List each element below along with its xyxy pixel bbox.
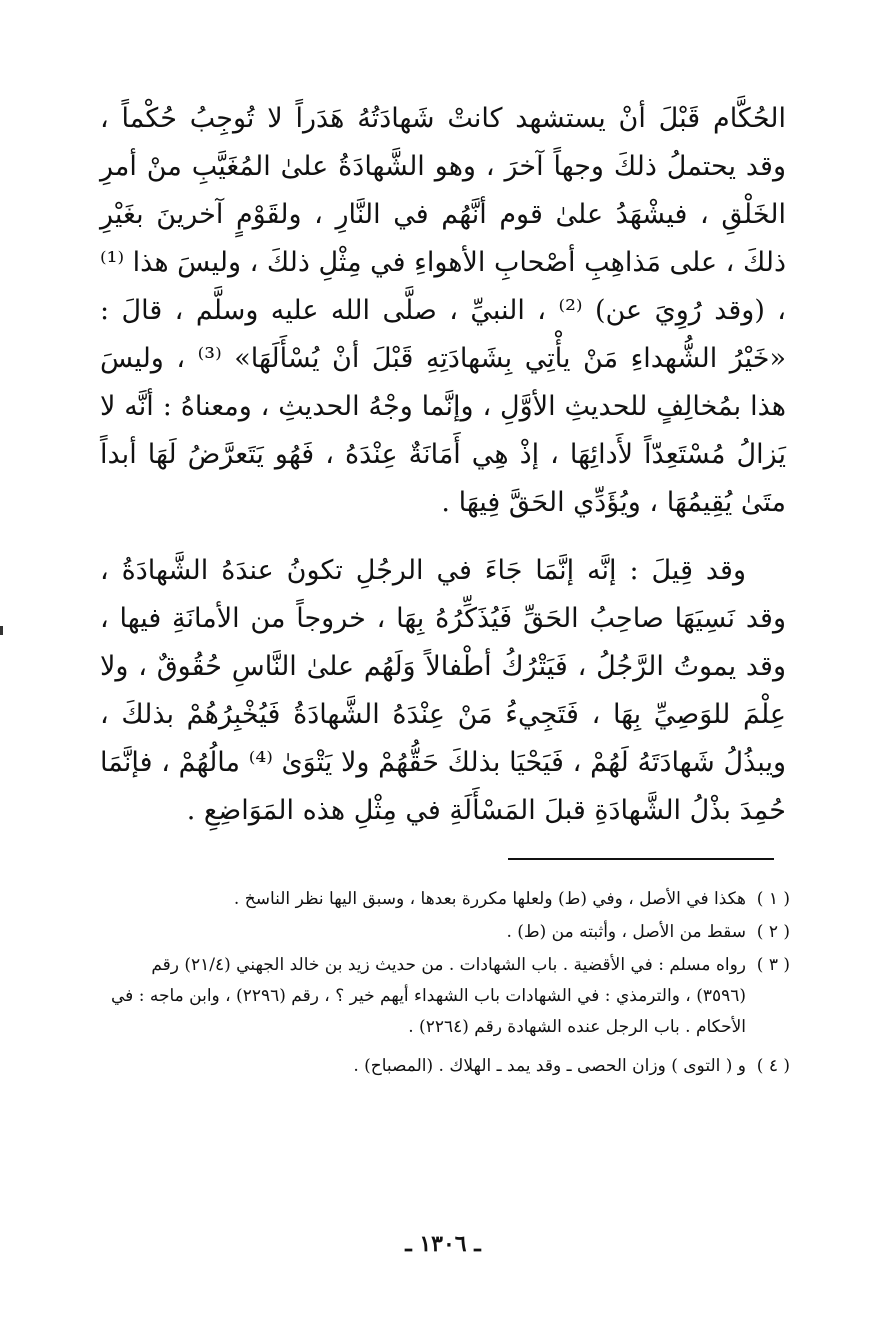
- footnote-divider: [508, 858, 774, 860]
- footnote-1: [100, 884, 790, 915]
- scan-edge-mark: [0, 626, 3, 635]
- footnote-number: ( ٢ ): [756, 922, 790, 942]
- footnote-number: ( ٤ ): [756, 1056, 790, 1076]
- footnote-text: سقط من الأصل ، وأثبته من (ط) .: [506, 922, 746, 942]
- page-number: ـ ١٣٠٦ ـ: [405, 1231, 481, 1257]
- footnote-text: و ( التوى ) وزان الحصى ـ وقد يمد ـ الهلاك . (المصباح) .: [353, 1056, 746, 1076]
- paragraph-2: وقد قِيلَ : إنَّه إنَّمَا جَاءَ في الرجُلِ تكونُ عندَهُ الشَّهادَةُ ، وقد نَسِيَهَا صاحِبُ الحَقِّ فَيُذَكِّرُهُ بِهَا ، خروجاً من الأمانَةِ فيها ، وقد يموتُ الرَّجُلُ ، فَيَتْرُكُ أطْفالاً وَلَهُم علىٰ النَّاسِ حُقُوقٌ ، ولا عِلْمَ للوَصِيِّ بِهَا ، فَتَجِيءُ مَنْ عِنْدَهُ الشَّهادَةُ فَيُخْبِرُهُمْ بذلكَ ، ويبذُلُ شَهادَتَهُ لَهُمْ ، فَيَحْيَا بذلكَ حَقُّهُمْ ولا يَتْوَىٰ ⁽⁴⁾ مالُهُمْ ، فإنَّمَا حُمِدَ بذْلُ الشَّهادَةِ قبلَ المَسْأَلَةِ في مِثْلِ هذه المَوَاضِعِ .: [100, 555, 786, 826]
- main-text: [100, 95, 786, 835]
- footnote-3: [100, 950, 790, 1043]
- footnotes: [100, 884, 790, 1084]
- footnote-number: ( ٣ ): [756, 955, 790, 975]
- paragraph-1: الحُكَّام قَبْلَ أنْ يستشهد كانتْ شَهادَتُهُ هَدَراً لا تُوجِبُ حُكْماً ، وقد يحتملُ ذلكَ وجهاً آخرَ ، وهو الشَّهادَةُ علىٰ المُغَيَّبِ منْ أمرِ الخَلْقِ ، فيشْهَدُ علىٰ قوم أنَّهُم في النَّارِ ، ولقَوْمٍ آخرينَ بغَيْرِ ذلكَ ، على مَذاهِبِ أصْحابِ الأهواءِ في مِثْلِ ذلكَ ، وليسَ هذا ⁽¹⁾ ، (وقد رُوِيَ عن) ⁽²⁾ ، النبيِّ ، صلَّى الله عليه وسلَّم ، قالَ : «خَيْرُ الشُّهداءِ مَنْ يأْتِي بِشَهادَتِهِ قَبْلَ أنْ يُسْأَلَهَا» ⁽³⁾ ، وليسَ هذا بمُخالِفٍ للحديثِ الأوَّلِ ، وإنَّما وجْهُ الحديثِ ، ومعناهُ : أنَّه لا يَزالُ مُسْتَعِدّاً لأَدائِهَا ، إذْ هِي أَمَانَةٌ عِنْدَهُ ، فَهُو يَتَعرَّضُ لَهَا أبداً متَىٰ يُقِيمُهَا ، ويُؤَدِّي الحَقَّ فِيهَا .: [100, 103, 786, 518]
- footnote-number: ( ١ ): [756, 889, 790, 909]
- footnote-4: [100, 1051, 790, 1082]
- footnote-text: رواه مسلم : في الأقضية . باب الشهادات . من حديث زيد بن خالد الجهني (٢١/٤) رقم (٣٥٩٦) ، والترمذي : في الشهادات باب الشهداء أيهم خير ؟ ، رقم (٢٢٩٦) ، وابن ماجه : في الأحكام . باب الرجل عنده الشهادة رقم (٢٢٦٤) .: [111, 955, 746, 1037]
- footnote-text: هكذا في الأصل ، وفي (ط) ولعلها مكررة بعدها ، وسبق اليها نظر الناسخ .: [233, 889, 746, 909]
- footnote-2: [100, 917, 790, 948]
